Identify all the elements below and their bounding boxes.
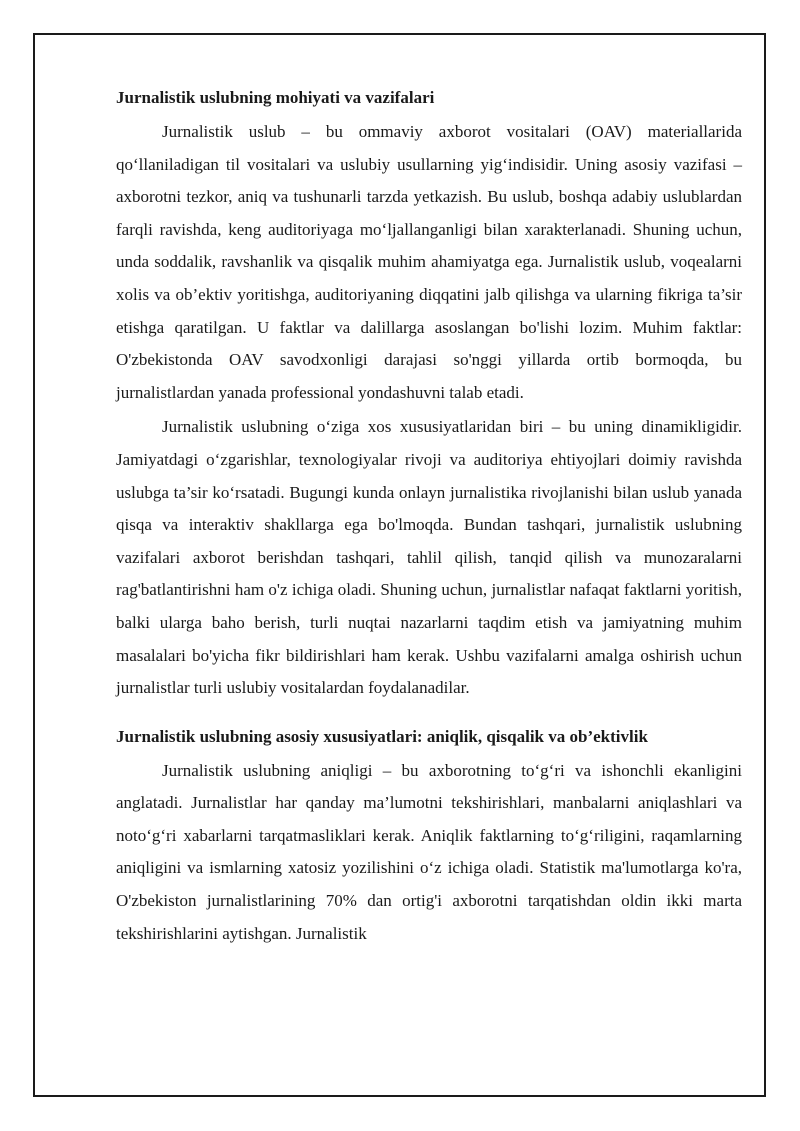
paragraph-1: Jurnalistik uslub – bu ommaviy axborot vositalari (OAV) materiallarida qo‘llaniladigan til vositalari va uslubiy usullarning yig‘indisidir. Uning asosiy vazifasi – axborotni tezkor, aniq va tushunarli tarzda yetkazish. Bu uslub, boshqa adabiy uslublardan farqli ravishda, keng auditoriyaga mo‘ljallanganligi bilan xarakterlanadi. Shuning uchun, unda soddalik, ravshanlik va qisqalik muhim ahamiyatga ega. Jurnalistik uslub, voqealarni xolis va ob’ektiv yoritishga, auditoriyaning diqqatini jalb qilishga va ularning fikriga ta’sir etishga qaratilgan. U faktlar va dalillarga asoslangan bo'lishi lozim. Muhim faktlar: O'zbekistonda OAV savodxonligi darajasi so'nggi yillarda ortib bormoqda, bu jurnalistlardan yanada professional yondashuvni talab etadi. [116, 122, 742, 402]
paragraph-3: Jurnalistik uslubning aniqligi – bu axborotning to‘g‘ri va ishonchli ekanligini anglatadi. Jurnalistlar har qanday ma’lumotni tekshirishlari, manbalarni aniqlashlari va noto‘g‘ri xabarlarni tarqatmasliklari kerak. Aniqlik faktlarning to‘g‘riligini, raqamlarning aniqligini va ismlarning xatosiz yozilishini o‘z ichiga oladi. Statistik ma'lumotlarga ko'ra, O'zbekiston jurnalistlarining 70% dan ortig'i axborotni tarqatishdan oldin ikki marta tekshirishlarini aytishgan. Jurnalistik [116, 760, 742, 943]
document-body [116, 86, 742, 952]
section-spacer [116, 707, 742, 725]
section-heading-2: Jurnalistik uslubning asosiy xususiyatlari: aniqlik, qisqalik va ob’ektivlik [116, 726, 648, 746]
section-heading-1: Jurnalistik uslubning mohiyati va vazifalari [116, 88, 435, 107]
paragraph-2: Jurnalistik uslubning o‘ziga xos xususiyatlaridan biri – bu uning dinamikligidir. Jamiyatdagi o‘zgarishlar, texnologiyalar rivoji va auditoriya ehtiyojlari doimiy ravishda uslubga ta’sir ko‘rsatadi. Bugungi kunda onlayn jurnalistika rivojlanishi bilan uslub yanada qisqa va interaktiv shakllarga ega bo'lmoqda. Bundan tashqari, jurnalistik uslubning vazifalari axborot berishdan tashqari, tahlil qilish, tanqid qilish va munozaralarni rag'batlantirishni ham o'z ichiga oladi. Shuning uchun, jurnalistlar nafaqat faktlarni yoritish, balki ularga baho berish, turli nuqtai nazarlarni taqdim etish va jamiyatning muhim masalalari bo'yicha fikr bildirishlari ham kerak. Ushbu vazifalarni amalga oshirish uchun jurnalistlar turli uslubiy vositalardan foydalanadilar. [116, 417, 742, 698]
